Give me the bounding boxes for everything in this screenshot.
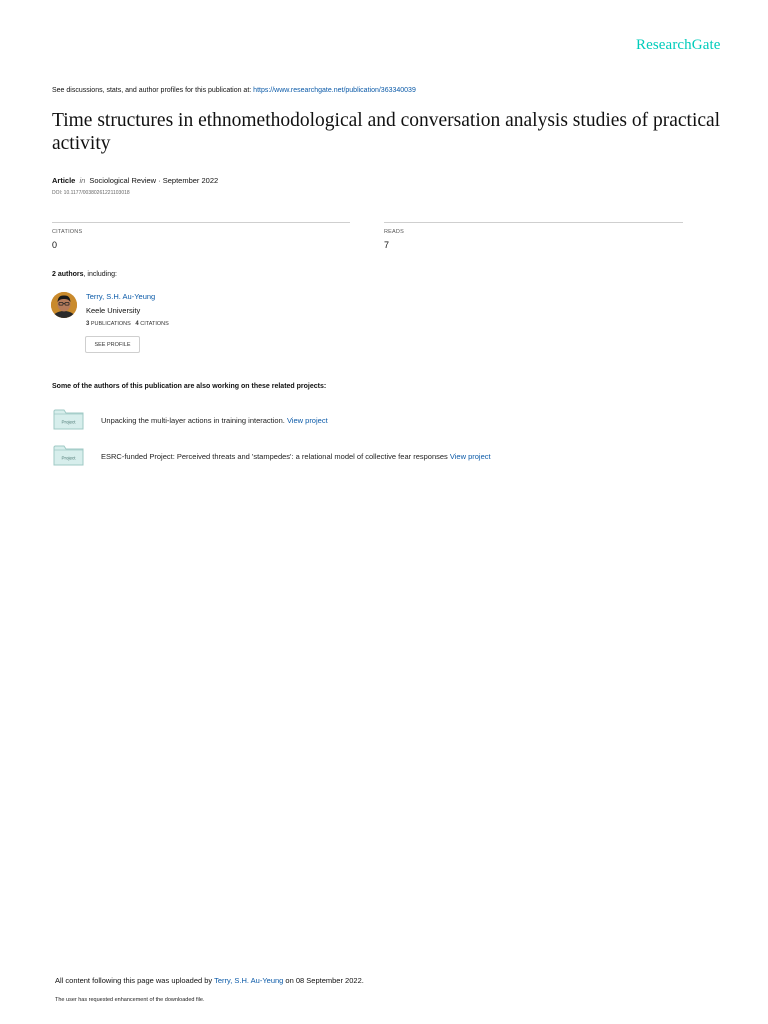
project-title: ESRC-funded Project: Perceived threats and 'stampedes': a relational model of collective fear responses [101,452,450,461]
journal-name: Sociological Review · September 2022 [89,176,219,185]
avatar-photo [51,292,77,318]
discussion-line [52,87,416,94]
citations-divider [52,222,350,223]
author-stats [86,321,169,327]
upload-notice [55,976,364,985]
authors-count: 2 authors [52,271,84,278]
author-name-link[interactable]: Terry, S.H. Au-Yeung [86,292,156,301]
publication-url-link[interactable]: https://www.researchgate.net/publication/363340039 [253,87,416,94]
author-citations-count: 4 [135,321,139,327]
reads-value: 7 [384,240,390,250]
author-institution: Keele University [86,306,141,315]
discussion-prefix: See discussions, stats, and author profiles for this publication at: [52,87,254,94]
project-folder-label: Project [61,455,76,461]
project-folder-label: Project [61,419,76,425]
project-folder-icon[interactable] [53,408,84,430]
view-project-link[interactable]: View project [449,452,491,461]
publication-type: Article [52,176,76,185]
citations-value: 0 [52,240,58,250]
project-item [101,416,328,425]
doi-text: DOI: 10.1177/00380261221103018 [52,190,130,196]
related-projects-heading: Some of the authors of this publication are also working on these related projects: [52,383,327,390]
enhancement-note: The user has requested enhancement of the downloaded file. [55,997,205,1003]
project-title: Unpacking the multi-layer actions in training interaction. [101,416,287,425]
researchgate-logo[interactable]: ResearchGate [636,37,721,53]
author-publications-count: 3 [86,321,90,327]
publication-title: Time structures in ethnomethodological and conversation analysis studies of practical activity [52,110,721,154]
project-folder-icon[interactable] [53,444,84,466]
upload-suffix: on 08 September 2022. [283,976,364,985]
uploader-link[interactable]: Terry, S.H. Au-Yeung [214,976,284,985]
project-item [101,452,491,461]
reads-label: READS [384,229,404,235]
author-avatar[interactable] [51,292,77,318]
author-citations-label: CITATIONS [140,321,169,327]
authors-suffix: , including: [83,271,117,278]
citations-label: CITATIONS [52,229,83,235]
view-project-link[interactable]: View project [286,416,328,425]
authors-heading [52,271,117,278]
publication-meta [52,176,218,185]
in-label: in [79,176,86,185]
upload-prefix: All content following this page was uploaded by [55,976,215,985]
see-profile-button[interactable]: SEE PROFILE [85,336,140,353]
author-publications-label: PUBLICATIONS [90,321,131,327]
reads-divider [384,222,683,223]
